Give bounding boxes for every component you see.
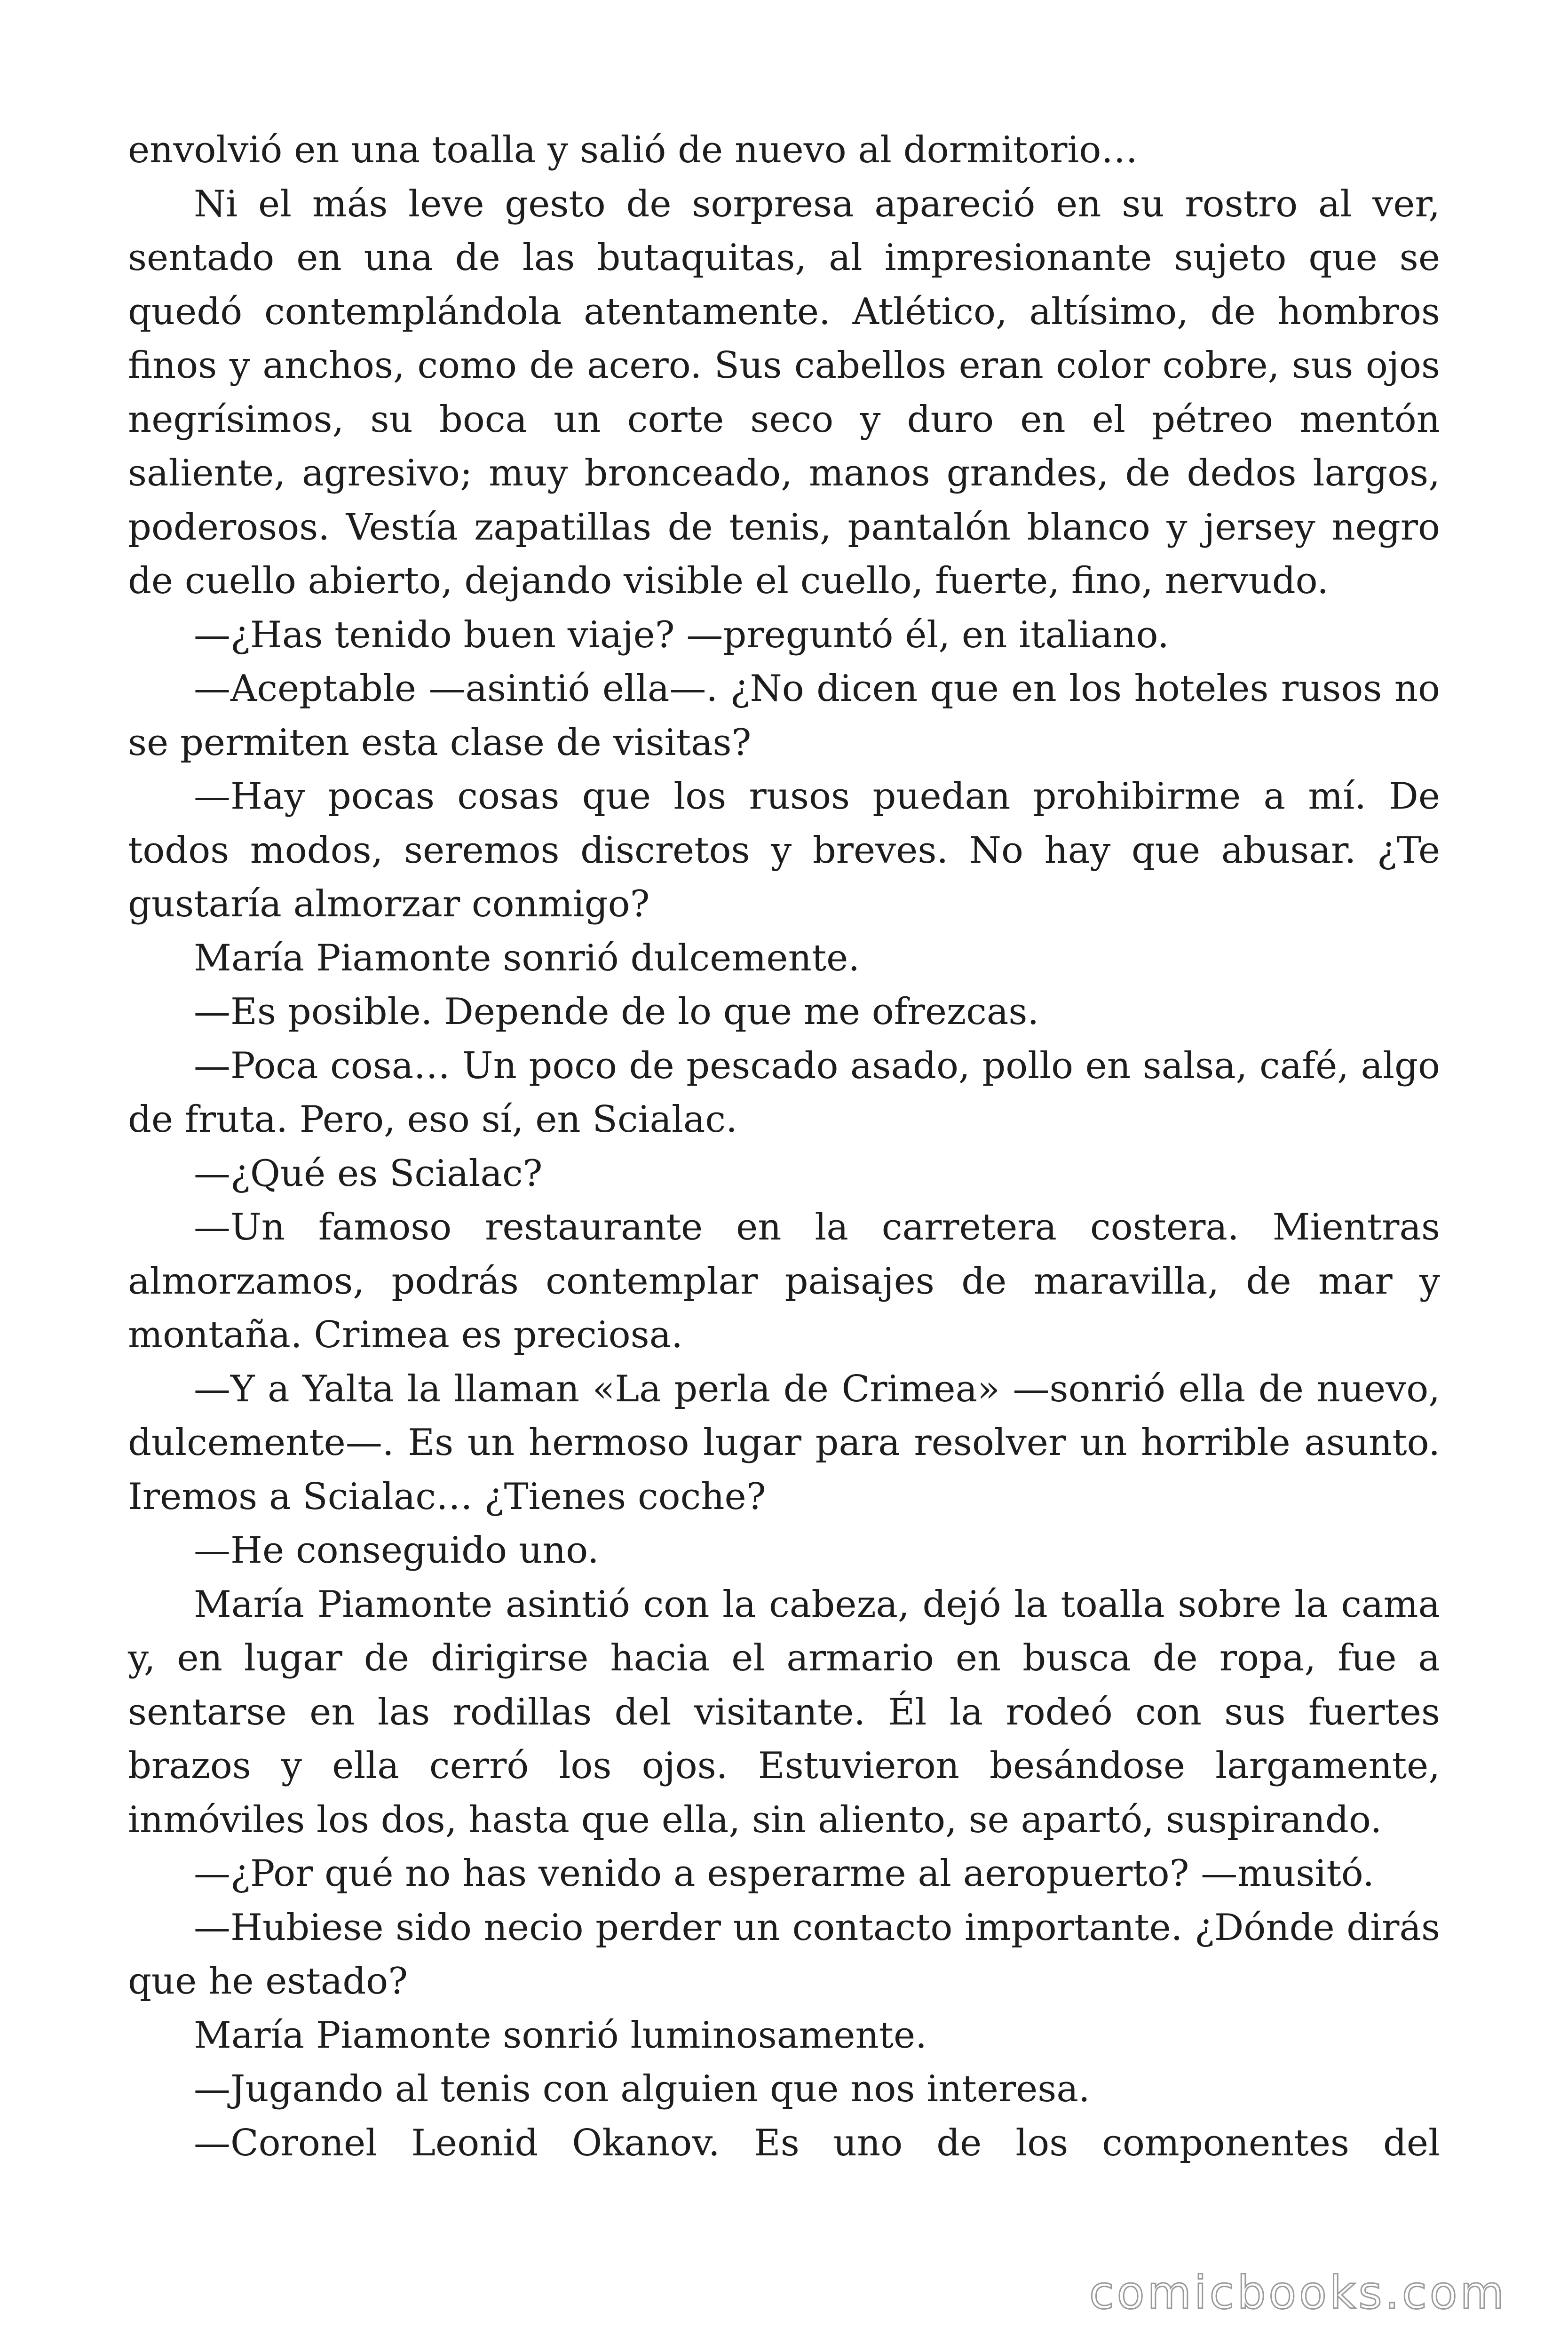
paragraph-18: —Coronel Leonid Okanov. Es uno de los componentes del	[194, 2122, 1440, 2164]
paragraph-16: María Piamonte sonrió luminosamente.	[194, 2014, 927, 2057]
paragraph-8: —Poca cosa… Un poco de pescado asado, pollo en salsa, café, algo de fruta. Pero, eso sí, en Scialac.	[128, 1044, 1440, 1141]
paragraph-11: —Y a Yalta la llaman «La perla de Crimea» —sonrió ella de nuevo, dulcemente—. Es un hermoso lugar para resolver un horrible asunto. Iremos a Scialac… ¿Tienes coche?	[128, 1367, 1440, 1518]
paragraph-2: Ni el más leve gesto de sorpresa apareció en su rostro al ver, sentado en una de las butaquitas, al impresionante sujeto que se quedó contemplándola atentamente. Atlético, altísimo, de hombros finos y anchos, como de acero. Sus cabellos eran color cobre, sus ojos negrísimos, su boca un corte seco y duro en el pétreo mentón saliente, agresivo; muy bronceado, manos grandes, de dedos largos, poderosos. Vestía zapatillas de tenis, pantalón blanco y jersey negro de cuello abierto, dejando visible el cuello, fuerte, fino, nervudo.	[128, 183, 1440, 602]
paragraph-13: María Piamonte asintió con la cabeza, dejó la toalla sobre la cama y, en lugar de dirigirse hacia el armario en busca de ropa, fue a sentarse en las rodillas del visitante. Él la rodeó con sus fuertes brazos y ella cerró los ojos. Estuvieron besándose largamente, inmóviles los dos, hasta que ella, sin aliento, se apartó, suspirando.	[128, 1583, 1440, 1841]
paragraph-5: —Hay pocas cosas que los rusos puedan prohibirme a mí. De todos modos, seremos discretos y breves. No hay que abusar. ¿Te gustaría almorzar conmigo?	[128, 775, 1440, 925]
paragraph-4: —Aceptable —asintió ella—. ¿No dicen que en los hoteles rusos no se permiten esta clase de visitas?	[128, 667, 1440, 764]
paragraph-6: María Piamonte sonrió dulcemente.	[194, 937, 860, 979]
paragraph-10: —Un famoso restaurante en la carretera costera. Mientras almorzamos, podrás contemplar paisajes de maravilla, de mar y montaña. Crimea es preciosa.	[128, 1206, 1440, 1356]
paragraph-3: —¿Has tenido buen viaje? —preguntó él, en italiano.	[194, 613, 1169, 656]
paragraph-9: —¿Qué es Scialac?	[194, 1152, 543, 1195]
watermark: comicbooks.com	[1089, 2266, 1507, 2319]
paragraph-1: envolvió en una toalla y salió de nuevo al dormitorio…	[128, 129, 1138, 171]
paragraph-7: —Es posible. Depende de lo que me ofrezcas.	[194, 991, 1039, 1033]
body-text	[128, 123, 1440, 2170]
paragraph-15: —Hubiese sido necio perder un contacto importante. ¿Dónde dirás que he estado?	[128, 1906, 1440, 2002]
paragraph-12: —He conseguido uno.	[194, 1529, 599, 1572]
paragraph-17: —Jugando al tenis con alguien que nos interesa.	[194, 2068, 1090, 2110]
paragraph-14: —¿Por qué no has venido a esperarme al aeropuerto? —musitó.	[194, 1852, 1375, 1895]
